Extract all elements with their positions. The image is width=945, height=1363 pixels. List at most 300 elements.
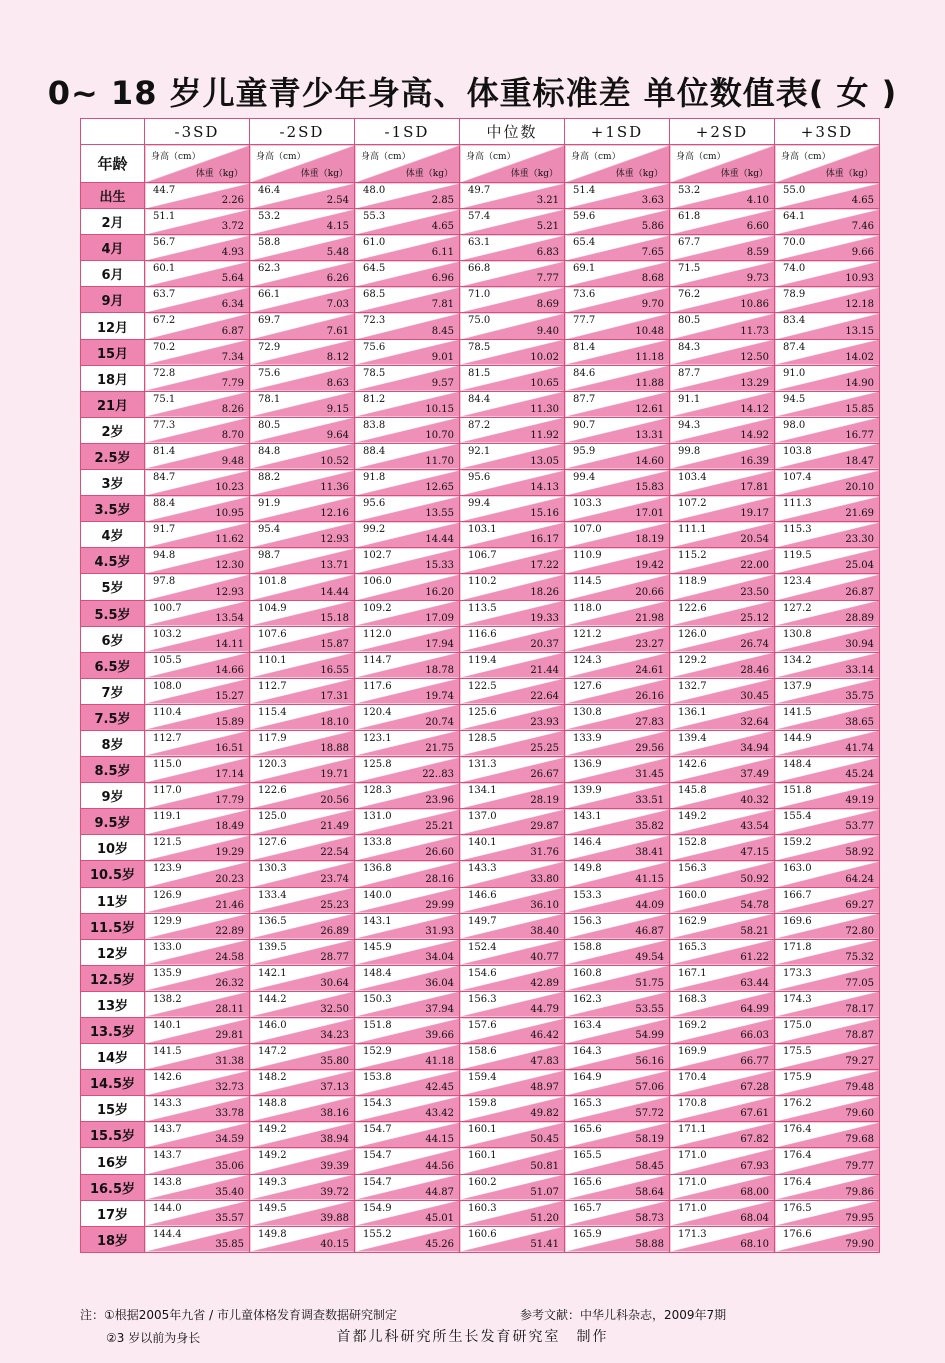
weight-value: 43.42: [425, 1108, 454, 1120]
value-cell: [145, 443, 250, 469]
weight-value: 51.75: [635, 977, 664, 989]
value-cell: [670, 1148, 775, 1174]
weight-value: 32.50: [320, 1004, 349, 1015]
value-cell: [670, 235, 775, 261]
weight-value: 45.01: [425, 1212, 454, 1224]
value-cell: [565, 235, 670, 261]
value-cell: [460, 652, 565, 678]
value-cell: [565, 939, 670, 965]
weight-value: 23.96: [425, 795, 454, 807]
height-value: 147.2: [258, 1046, 287, 1058]
value-cell: [460, 913, 565, 939]
height-value: 113.5: [468, 602, 497, 614]
table-row: [81, 574, 880, 600]
weight-value: 19.33: [530, 612, 559, 624]
weight-value: 25.04: [845, 560, 874, 572]
height-value: 60.1: [153, 263, 176, 275]
weight-value: 29.87: [530, 821, 559, 833]
weight-value: 22.00: [740, 560, 769, 572]
value-cell: [145, 757, 250, 783]
weight-value: 67.28: [740, 1082, 769, 1094]
weight-value: 13.31: [635, 429, 664, 441]
weight-value: 57.06: [635, 1082, 664, 1094]
weight-value: 10.23: [215, 482, 244, 494]
height-value: 106.7: [468, 550, 497, 562]
value-cell: [355, 887, 460, 913]
height-value: 142.1: [258, 967, 287, 979]
weight-value: 21.44: [530, 664, 559, 676]
weight-value: 19.71: [320, 769, 349, 781]
age-label: 2月: [81, 209, 145, 235]
value-cell: [250, 1226, 355, 1252]
value-cell: [565, 678, 670, 704]
sd-header-plus1: +1SD: [565, 119, 670, 145]
height-value: 95.6: [468, 472, 491, 484]
height-value: 134.1: [468, 785, 497, 797]
unit-header-cell: [145, 145, 250, 183]
age-column-header: 年龄: [81, 145, 145, 183]
value-cell: [355, 365, 460, 391]
height-value: 110.1: [258, 654, 287, 666]
value-cell: [355, 835, 460, 861]
value-cell: [250, 991, 355, 1017]
weight-value: 58.92: [845, 847, 874, 859]
value-cell: [670, 1044, 775, 1070]
age-label: 3.5岁: [81, 496, 145, 522]
weight-value: 40.32: [740, 795, 769, 807]
value-cell: [250, 730, 355, 756]
value-cell: [565, 287, 670, 313]
weight-value: 14.90: [845, 377, 874, 389]
weight-value: 15.83: [635, 482, 664, 494]
age-label: 10岁: [81, 835, 145, 861]
value-cell: [355, 522, 460, 548]
value-cell: [775, 1174, 880, 1200]
weight-value: 8.26: [221, 403, 244, 415]
height-value: 117.9: [258, 732, 287, 744]
weight-value: 22..83: [422, 769, 454, 781]
weight-unit-label: 体重（kg）: [510, 169, 558, 179]
value-cell: [565, 261, 670, 287]
weight-value: 5.64: [221, 273, 244, 285]
value-cell: [250, 365, 355, 391]
value-cell: [670, 913, 775, 939]
height-value: 72.8: [153, 367, 176, 379]
height-value: 64.5: [363, 263, 386, 275]
weight-value: 9.73: [746, 273, 769, 285]
value-cell: [355, 496, 460, 522]
height-value: 125.8: [363, 759, 392, 771]
weight-value: 8.69: [536, 299, 559, 311]
height-value: 171.8: [783, 941, 812, 953]
weight-value: 35.82: [635, 821, 664, 833]
height-value: 171.0: [678, 1176, 707, 1188]
height-value: 154.7: [363, 1176, 392, 1188]
value-cell: [355, 1122, 460, 1148]
value-cell: [565, 1044, 670, 1070]
table-row: [81, 261, 880, 287]
height-value: 81.5: [468, 367, 491, 379]
value-cell: [355, 287, 460, 313]
height-value: 87.2: [468, 419, 491, 431]
height-value: 128.3: [363, 785, 392, 797]
weight-value: 25.25: [530, 743, 559, 755]
height-value: 176.5: [783, 1202, 812, 1214]
weight-value: 17.81: [740, 482, 769, 494]
value-cell: [355, 1096, 460, 1122]
weight-value: 20.10: [845, 482, 874, 494]
table-row: [81, 913, 880, 939]
value-cell: [250, 1174, 355, 1200]
weight-value: 13.55: [425, 508, 454, 520]
weight-value: 79.68: [845, 1134, 874, 1146]
weight-value: 20.37: [530, 638, 559, 650]
age-label: 11岁: [81, 887, 145, 913]
value-cell: [250, 965, 355, 991]
weight-value: 10.48: [635, 325, 664, 337]
height-value: 103.8: [783, 445, 812, 457]
age-label: 9岁: [81, 783, 145, 809]
weight-value: 8.70: [221, 429, 244, 441]
height-value: 130.8: [783, 628, 812, 640]
weight-value: 15.87: [320, 638, 349, 650]
height-value: 135.9: [153, 967, 182, 979]
weight-value: 23.50: [740, 586, 769, 598]
value-cell: [250, 209, 355, 235]
height-value: 143.7: [153, 1124, 182, 1136]
age-label: 6岁: [81, 626, 145, 652]
height-value: 148.2: [258, 1072, 287, 1084]
value-cell: [775, 887, 880, 913]
value-cell: [355, 183, 460, 209]
value-cell: [355, 313, 460, 339]
height-value: 175.5: [783, 1046, 812, 1058]
height-value: 143.7: [153, 1150, 182, 1162]
weight-value: 14.92: [740, 429, 769, 441]
value-cell: [670, 496, 775, 522]
age-label: 7岁: [81, 678, 145, 704]
table-row: [81, 313, 880, 339]
height-value: 46.4: [258, 185, 281, 196]
height-value: 84.4: [468, 393, 491, 405]
value-cell: [250, 574, 355, 600]
age-label: 3岁: [81, 470, 145, 496]
height-value: 83.4: [783, 315, 806, 327]
table-row: [81, 652, 880, 678]
value-cell: [565, 365, 670, 391]
height-value: 145.9: [363, 941, 392, 953]
table-body: [81, 183, 880, 1253]
value-cell: [355, 548, 460, 574]
value-cell: [145, 1018, 250, 1044]
weight-value: 30.94: [845, 638, 874, 650]
height-value: 107.4: [783, 472, 812, 484]
value-cell: [355, 809, 460, 835]
height-value: 146.0: [258, 1020, 287, 1031]
weight-value: 35.75: [845, 690, 874, 702]
table-row: [81, 678, 880, 704]
weight-value: 28.16: [425, 873, 454, 885]
height-value: 76.2: [678, 289, 701, 301]
table-row: [81, 1174, 880, 1200]
age-label: 9月: [81, 287, 145, 313]
height-value: 75.0: [468, 315, 491, 327]
value-cell: [250, 313, 355, 339]
weight-value: 34.23: [320, 1030, 349, 1042]
weight-value: 7.79: [221, 377, 244, 389]
weight-value: 37.13: [320, 1082, 349, 1094]
weight-value: 17.94: [425, 638, 454, 650]
height-value: 160.1: [468, 1124, 497, 1136]
value-cell: [565, 626, 670, 652]
height-value: 110.4: [153, 706, 182, 718]
value-cell: [145, 913, 250, 939]
table-row: [81, 861, 880, 887]
value-cell: [775, 522, 880, 548]
value-cell: [670, 365, 775, 391]
weight-value: 38.40: [530, 925, 559, 937]
weight-value: 68.04: [740, 1212, 769, 1224]
value-cell: [670, 548, 775, 574]
weight-value: 36.10: [530, 899, 559, 911]
value-cell: [145, 391, 250, 417]
height-value: 175.9: [783, 1072, 812, 1084]
value-cell: [145, 574, 250, 600]
height-value: 108.0: [153, 680, 182, 692]
weight-value: 79.90: [845, 1238, 874, 1250]
age-label: 13岁: [81, 991, 145, 1017]
value-cell: [460, 496, 565, 522]
value-cell: [565, 496, 670, 522]
value-cell: [355, 470, 460, 496]
age-label: 2岁: [81, 417, 145, 443]
weight-value: 20.56: [320, 795, 349, 807]
weight-value: 15.27: [215, 690, 244, 702]
value-cell: [145, 287, 250, 313]
height-value: 68.5: [363, 289, 386, 301]
height-value: 159.4: [468, 1072, 497, 1084]
height-value: 107.0: [573, 524, 602, 536]
weight-value: 37.94: [425, 1004, 454, 1015]
value-cell: [250, 913, 355, 939]
value-cell: [460, 835, 565, 861]
value-cell: [145, 235, 250, 261]
height-value: 127.6: [258, 837, 287, 849]
weight-value: 15.89: [215, 716, 244, 728]
weight-value: 12.30: [215, 560, 244, 572]
value-cell: [775, 209, 880, 235]
value-cell: [355, 443, 460, 469]
age-label: 6.5岁: [81, 652, 145, 678]
weight-value: 11.18: [635, 351, 664, 363]
height-value: 104.9: [258, 602, 287, 614]
height-value: 128.5: [468, 732, 497, 744]
value-cell: [145, 652, 250, 678]
sd-header-plus2: +2SD: [670, 119, 775, 145]
value-cell: [460, 235, 565, 261]
weight-value: 3.63: [641, 195, 664, 207]
weight-value: 12.93: [320, 534, 349, 546]
height-value: 133.0: [153, 941, 182, 953]
weight-value: 18.26: [530, 586, 559, 598]
value-cell: [145, 809, 250, 835]
height-value: 143.1: [573, 811, 602, 823]
height-value: 154.7: [363, 1124, 392, 1136]
height-value: 139.4: [678, 732, 707, 744]
height-value: 142.6: [678, 759, 707, 771]
value-cell: [460, 730, 565, 756]
age-label: 12月: [81, 313, 145, 339]
value-cell: [460, 470, 565, 496]
height-value: 176.4: [783, 1150, 812, 1162]
height-value: 63.1: [468, 237, 491, 249]
unit-header-cell: [670, 145, 775, 183]
value-cell: [145, 626, 250, 652]
weight-value: 16.20: [425, 586, 454, 598]
height-value: 162.3: [573, 993, 602, 1005]
table-row: [81, 809, 880, 835]
value-cell: [775, 339, 880, 365]
weight-value: 16.17: [530, 534, 559, 546]
value-cell: [460, 391, 565, 417]
value-cell: [460, 991, 565, 1017]
height-value: 143.3: [468, 863, 497, 875]
weight-value: 19.74: [425, 690, 454, 702]
weight-value: 46.87: [635, 925, 664, 937]
height-value: 141.5: [153, 1046, 182, 1058]
weight-value: 7.61: [326, 325, 349, 337]
weight-value: 34.04: [425, 951, 454, 963]
value-cell: [565, 470, 670, 496]
weight-value: 20.23: [215, 873, 244, 885]
value-cell: [670, 470, 775, 496]
height-value: 109.2: [363, 602, 392, 614]
value-cell: [775, 287, 880, 313]
height-value: 171.3: [678, 1228, 707, 1240]
weight-unit-label: 体重（kg）: [405, 169, 453, 179]
table-row: [81, 496, 880, 522]
weight-value: 50.92: [740, 873, 769, 885]
age-label: 21月: [81, 391, 145, 417]
weight-value: 43.54: [740, 821, 769, 833]
height-value: 94.3: [678, 419, 701, 431]
height-value: 71.0: [468, 289, 491, 301]
weight-value: 66.03: [740, 1030, 769, 1042]
weight-value: 14.44: [320, 586, 349, 598]
weight-value: 48.97: [530, 1082, 559, 1094]
value-cell: [670, 678, 775, 704]
weight-value: 17.31: [320, 690, 349, 702]
height-value: 155.2: [363, 1228, 392, 1240]
height-value: 91.9: [258, 498, 281, 510]
weight-value: 14.44: [425, 534, 454, 546]
weight-value: 26.16: [635, 690, 664, 702]
value-cell: [355, 913, 460, 939]
weight-value: 35.57: [215, 1212, 244, 1224]
value-cell: [670, 1226, 775, 1252]
height-value: 126.9: [153, 889, 182, 901]
weight-value: 9.57: [431, 377, 454, 389]
weight-value: 8.68: [641, 273, 664, 285]
weight-value: 79.60: [845, 1108, 874, 1120]
height-value: 110.9: [573, 550, 602, 562]
height-value: 144.4: [153, 1228, 182, 1240]
height-value: 158.6: [468, 1046, 497, 1058]
height-value: 171.1: [678, 1124, 707, 1136]
weight-value: 21.46: [215, 899, 244, 911]
value-cell: [670, 417, 775, 443]
height-value: 149.8: [258, 1228, 287, 1240]
weight-value: 23.74: [320, 873, 349, 885]
weight-value: 31.93: [425, 925, 454, 937]
height-value: 133.4: [258, 889, 287, 901]
weight-value: 45.26: [425, 1238, 454, 1250]
unit-header-row: [81, 145, 880, 183]
value-cell: [565, 183, 670, 209]
value-cell: [460, 443, 565, 469]
age-label: 7.5岁: [81, 704, 145, 730]
height-value: 119.5: [783, 550, 812, 562]
weight-value: 67.93: [740, 1160, 769, 1172]
weight-value: 20.66: [635, 586, 664, 598]
height-value: 67.2: [153, 315, 176, 327]
weight-value: 33.14: [845, 664, 874, 676]
weight-value: 14.11: [215, 638, 244, 650]
height-value: 91.1: [678, 393, 701, 405]
age-label: 11.5岁: [81, 913, 145, 939]
value-cell: [145, 1070, 250, 1096]
weight-value: 16.39: [740, 456, 769, 468]
value-cell: [670, 287, 775, 313]
unit-header-cell: [565, 145, 670, 183]
weight-value: 11.88: [635, 377, 664, 389]
reference-text: 参考文献：中华儿科杂志，2009年7期: [520, 1308, 727, 1322]
height-value: 81.4: [573, 341, 596, 353]
weight-value: 35.80: [320, 1056, 349, 1068]
height-value: 77.7: [573, 315, 596, 327]
height-value: 74.0: [783, 263, 806, 275]
weight-value: 25.12: [740, 612, 769, 624]
value-cell: [460, 626, 565, 652]
height-value: 75.6: [363, 341, 386, 353]
weight-value: 44.87: [425, 1186, 454, 1198]
height-value: 111.3: [783, 498, 812, 510]
height-value: 163.4: [573, 1020, 602, 1031]
height-value: 143.1: [363, 915, 392, 927]
height-value: 136.8: [363, 863, 392, 875]
value-cell: [355, 704, 460, 730]
value-cell: [355, 1174, 460, 1200]
value-cell: [775, 600, 880, 626]
height-value: 120.3: [258, 759, 287, 771]
value-cell: [250, 235, 355, 261]
weight-value: 46.42: [530, 1030, 559, 1042]
value-cell: [670, 887, 775, 913]
weight-value: 6.26: [326, 273, 349, 285]
value-cell: [775, 313, 880, 339]
value-cell: [670, 600, 775, 626]
height-value: 110.2: [468, 576, 497, 588]
value-cell: [565, 704, 670, 730]
height-value: 53.2: [258, 211, 281, 223]
value-cell: [355, 1148, 460, 1174]
sd-header-plus3: +3SD: [775, 119, 880, 145]
height-value: 158.8: [573, 941, 602, 953]
table-row: [81, 365, 880, 391]
value-cell: [565, 600, 670, 626]
height-value: 94.8: [153, 550, 176, 562]
weight-value: 8.59: [746, 247, 769, 259]
